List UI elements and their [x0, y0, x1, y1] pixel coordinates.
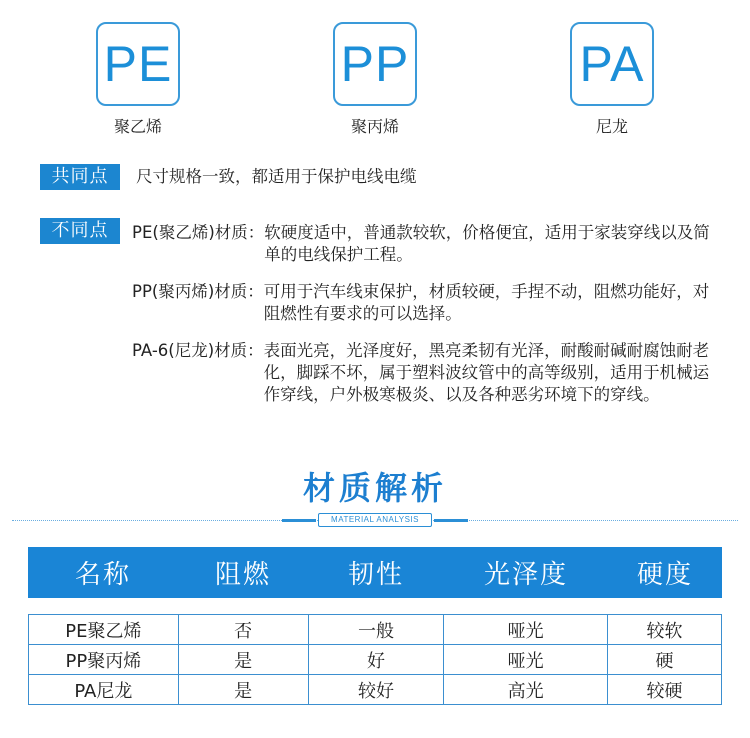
- difference-text: 表面光亮，光泽度好，黑亮柔韧有光泽，耐酸耐碱耐腐蚀耐老化，脚踩不坏，属于塑料波纹管中的高等级别，适用于机械运作穿线，户外极寒极炎、以及各种恶劣环境下的穿线。: [263, 341, 710, 404]
- table-cell: PP聚丙烯: [29, 645, 179, 675]
- difference-label: PA-6(尼龙)材质：: [132, 341, 264, 360]
- difference-item-pp: [132, 281, 722, 325]
- table-cell: 较好: [308, 675, 444, 705]
- header-cell: 韧性: [347, 560, 404, 590]
- material-abbr: PA: [570, 22, 654, 106]
- difference-text: 可用于汽车线束保护，材质较硬，手捏不动，阻燃功能好，对阻燃性有要求的可以选择。: [263, 282, 710, 323]
- table-cell: 哑光: [444, 615, 608, 645]
- divider-bar-right: [434, 519, 468, 522]
- difference-item-pa: [132, 340, 722, 406]
- comparison-table: [28, 614, 722, 705]
- common-text: 尺寸规格一致，都适用于保护电线电缆: [136, 167, 417, 186]
- common-tag: 共同点: [40, 164, 120, 190]
- difference-text: 软硬度适中，普通款较软，价格便宜，适用于家装穿线以及简单的电线保护工程。: [264, 223, 710, 264]
- header-cell: 名称: [74, 560, 131, 590]
- table-cell: 硬: [607, 645, 721, 675]
- material-card-pe: [96, 22, 180, 137]
- difference-label: PP(聚丙烯)材质：: [132, 282, 264, 301]
- divider-bar-left: [282, 519, 316, 522]
- table-cell: 高光: [444, 675, 608, 705]
- material-name: 聚丙烯: [350, 117, 399, 136]
- table-cell: 是: [178, 675, 308, 705]
- difference-label: PE(聚乙烯)材质：: [132, 223, 265, 242]
- header-cell: 阻燃: [214, 560, 271, 590]
- difference-tag: 不同点: [40, 218, 120, 244]
- header-cell: 硬度: [636, 560, 693, 590]
- material-name: 聚乙烯: [113, 117, 162, 136]
- table-cell: 较硬: [607, 675, 721, 705]
- material-card-pa: [570, 22, 654, 137]
- material-abbr: PP: [333, 22, 417, 106]
- table-row: [29, 645, 722, 675]
- table-row: [29, 675, 722, 705]
- header-cell: 光泽度: [483, 560, 568, 590]
- table-cell: 一般: [308, 615, 444, 645]
- section-title: 材质解析: [302, 469, 447, 507]
- material-card-pp: [333, 22, 417, 137]
- table-cell: 哑光: [444, 645, 608, 675]
- difference-item-pe: [132, 222, 722, 266]
- material-abbr: PE: [96, 22, 180, 106]
- table-cell: 好: [308, 645, 444, 675]
- table-cell: PA尼龙: [29, 675, 179, 705]
- table-cell: PE聚乙烯: [29, 615, 179, 645]
- table-row: [29, 615, 722, 645]
- table-header: [28, 547, 722, 598]
- table-cell: 较软: [607, 615, 721, 645]
- table-cell: 是: [178, 645, 308, 675]
- material-name: 尼龙: [595, 117, 628, 136]
- section-subtitle: MATERIAL ANALYSIS: [318, 513, 432, 527]
- table-cell: 否: [178, 615, 308, 645]
